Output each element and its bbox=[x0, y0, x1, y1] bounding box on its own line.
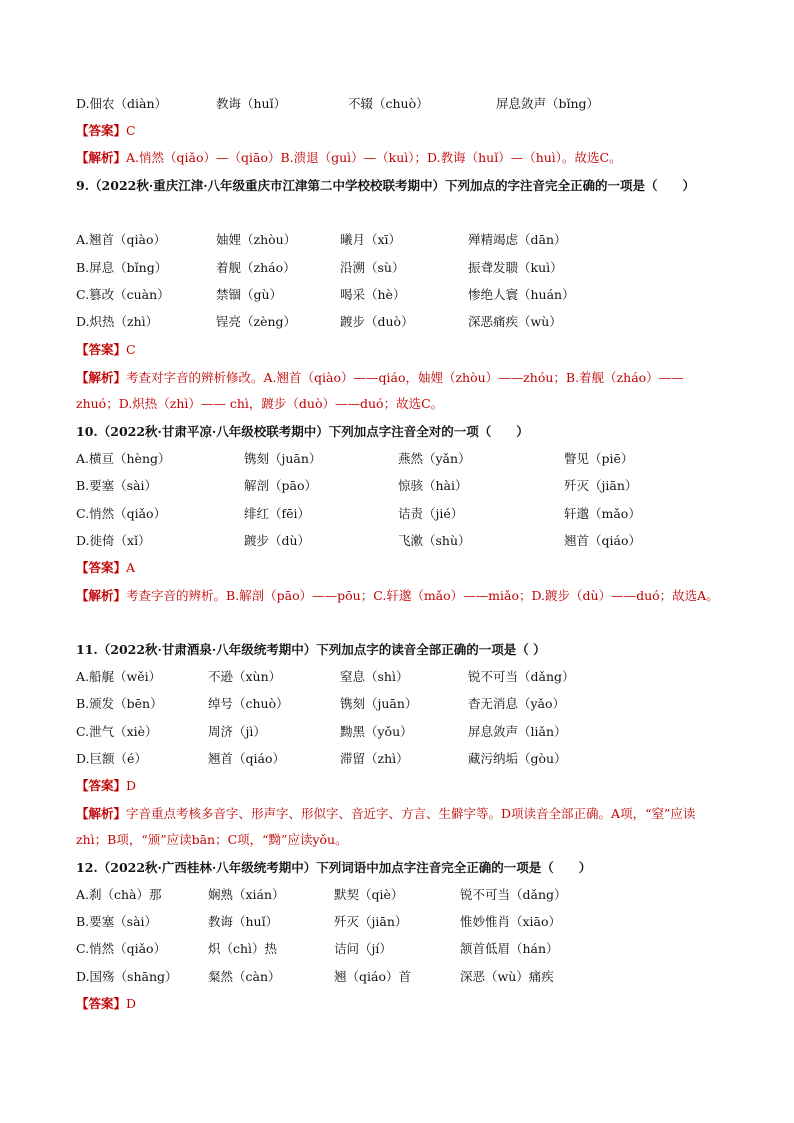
option-text: 歼灭（jiān） bbox=[334, 914, 408, 929]
answer-value: C bbox=[126, 123, 136, 138]
option-text: 粲然（càn） bbox=[208, 969, 281, 984]
option-text: D.巨额（é） bbox=[76, 751, 147, 766]
option-text: 曦月（xī） bbox=[340, 232, 402, 247]
q11-heading: 11.（2022秋·甘肃酒泉·八年级统考期中）下列加点字的读音全部正确的一项是（ ） bbox=[76, 642, 546, 657]
option-text: 不辍（chuò） bbox=[348, 96, 429, 111]
answer-tag: 【答案】 bbox=[76, 560, 127, 575]
option-text: 禁锢（gù） bbox=[216, 287, 283, 302]
option-text: 绯红（fēi） bbox=[244, 506, 311, 521]
answer-value: C bbox=[126, 342, 136, 357]
option-text: 镌刻（juān） bbox=[340, 696, 418, 711]
option-text: 振聋发聩（kuì） bbox=[468, 260, 563, 275]
option-text: 轩邈（mǎo） bbox=[564, 506, 641, 521]
option-text: 踱步（duò） bbox=[340, 314, 414, 329]
option-text: 窒息（shì） bbox=[340, 669, 409, 684]
option-text: 教诲（huǐ） bbox=[216, 96, 287, 111]
option-text: D.佃农（diàn） bbox=[76, 96, 168, 111]
option-text: B.要塞（sài） bbox=[76, 914, 158, 929]
q10-explanation bbox=[76, 583, 726, 609]
option-text: 翘（qiáo）首 bbox=[334, 969, 411, 984]
explanation-text: 考查字音的辨析。B.解剖（pāo）——pōu；C.轩邈（mǎo）——miǎo；D.踱步（dù）——duó；故选A。 bbox=[126, 588, 719, 603]
option-text: 翘首（qiáo） bbox=[564, 533, 641, 548]
option-text: 默契（qiè） bbox=[334, 887, 404, 902]
answer-value: D bbox=[126, 778, 137, 793]
option-text: 着舰（zháo） bbox=[216, 260, 296, 275]
answer-tag: 【答案】 bbox=[76, 778, 127, 793]
option-text: 瞥见（piē） bbox=[564, 451, 634, 466]
q9-heading: 9.（2022秋·重庆江津·八年级重庆市江津第二中学校校联考期中）下列加点的字注音完全正确的一项是（ ） bbox=[76, 178, 696, 193]
option-text: A.翘首（qiào） bbox=[76, 232, 166, 247]
q12-heading: 12.（2022秋·广西桂林·八年级统考期中）下列词语中加点字注音完全正确的一项是（ ） bbox=[76, 860, 592, 875]
answer-tag: 【答案】 bbox=[76, 123, 127, 138]
option-text: A.刹（chà）那 bbox=[76, 887, 162, 902]
answer-value: D bbox=[126, 996, 137, 1011]
option-text: 喝采（hè） bbox=[340, 287, 406, 302]
option-text: 踱步（dù） bbox=[244, 533, 311, 548]
answer-tag: 【答案】 bbox=[76, 342, 127, 357]
option-text: 殚精竭虑（dān） bbox=[468, 232, 567, 247]
option-text: D.国殇（shāng） bbox=[76, 969, 178, 984]
option-text: 炽（chì）热 bbox=[208, 941, 278, 956]
option-text: C.篡改（cuàn） bbox=[76, 287, 170, 302]
option-text: C.悄然（qiǎo） bbox=[76, 941, 167, 956]
option-text: 解剖（pāo） bbox=[244, 478, 317, 493]
option-text: 不逊（xùn） bbox=[208, 669, 282, 684]
option-text: 诘责（jié） bbox=[398, 506, 464, 521]
option-text: 惟妙惟肖（xiāo） bbox=[460, 914, 562, 929]
option-text: 惊骇（hài） bbox=[398, 478, 468, 493]
option-text: 屏息敛声（liǎn） bbox=[468, 724, 567, 739]
option-text: 教诲（huǐ） bbox=[208, 914, 279, 929]
option-text: D.炽热（zhì） bbox=[76, 314, 159, 329]
explanation-text: 字音重点考核多音字、形声字、形似字、音近字、方言、生僻字等。D项读音全部正确。A项，“窒”应读zhì；B项，“颁”应读bān；C项，“黝”应读yǒu。 bbox=[76, 806, 696, 847]
explanation-tag: 【解析】 bbox=[76, 370, 127, 385]
option-text: 娴熟（xián） bbox=[208, 887, 285, 902]
option-text: 周济（jì） bbox=[208, 724, 266, 739]
option-text: 滞留（zhì） bbox=[340, 751, 409, 766]
option-text: 绰号（chuò） bbox=[208, 696, 289, 711]
option-text: 翘首（qiáo） bbox=[208, 751, 285, 766]
option-text: A.横亘（hèng） bbox=[76, 451, 171, 466]
option-text: D.徙倚（xǐ） bbox=[76, 533, 151, 548]
option-text: 惨绝人寰（huán） bbox=[468, 287, 575, 302]
q10-heading: 10.（2022秋·甘肃平凉·八年级校联考期中）下列加点字注音全对的一项（ ） bbox=[76, 424, 529, 439]
option-text: 深恶痛疾（wù） bbox=[468, 314, 562, 329]
option-text: 镌刻（juān） bbox=[244, 451, 322, 466]
option-text: 燕然（yǎn） bbox=[398, 451, 471, 466]
explanation-tag: 【解析】 bbox=[76, 588, 127, 603]
explanation-text: A.悄然（qiǎo）—（qiāo）B.溃退（guì）—（kuì）；D.教诲（huǐ）—（huì）。故选C。 bbox=[126, 150, 622, 165]
q9-explanation bbox=[76, 365, 726, 417]
explanation-tag: 【解析】 bbox=[76, 806, 127, 821]
option-text: 锐不可当（dǎng） bbox=[460, 887, 567, 902]
option-text: 锐不可当（dǎng） bbox=[468, 669, 575, 684]
explanation-tag: 【解析】 bbox=[76, 150, 127, 165]
option-text: 藏污纳垢（gòu） bbox=[468, 751, 567, 766]
answer-tag: 【答案】 bbox=[76, 996, 127, 1011]
option-text: 飞漱（shù） bbox=[398, 533, 471, 548]
option-text: 杳无消息（yǎo） bbox=[468, 696, 566, 711]
option-text: B.颁发（bēn） bbox=[76, 696, 163, 711]
option-text: 锃亮（zèng） bbox=[216, 314, 297, 329]
q11-explanation bbox=[76, 801, 726, 853]
option-text: C.泄气（xiè） bbox=[76, 724, 158, 739]
option-text: A.船艉（wěi） bbox=[76, 669, 162, 684]
option-text: 诘问（jí） bbox=[334, 941, 392, 956]
option-text: B.屏息（bǐng） bbox=[76, 260, 168, 275]
option-text: C.悄然（qiǎo） bbox=[76, 506, 167, 521]
option-text: B.要塞（sài） bbox=[76, 478, 158, 493]
answer-value: A bbox=[126, 560, 136, 575]
option-text: 歼灭（jiān） bbox=[564, 478, 638, 493]
option-text: 深恶（wù）痛疾 bbox=[460, 969, 554, 984]
explanation-text: 考查对字音的辨析修改。A.翘首（qiào）——qiáo，妯娌（zhòu）——zhóu；B.着舰（zháo）——zhuó；D.炽热（zhì）—— chì，踱步（duò）——duó；故选C。 bbox=[76, 370, 684, 411]
option-text: 颔首低眉（hán） bbox=[460, 941, 559, 956]
option-text: 妯娌（zhòu） bbox=[216, 232, 297, 247]
option-text: 屏息敛声（bǐng） bbox=[496, 96, 600, 111]
option-text: 沿溯（sù） bbox=[340, 260, 405, 275]
option-text: 黝黑（yǒu） bbox=[340, 724, 413, 739]
